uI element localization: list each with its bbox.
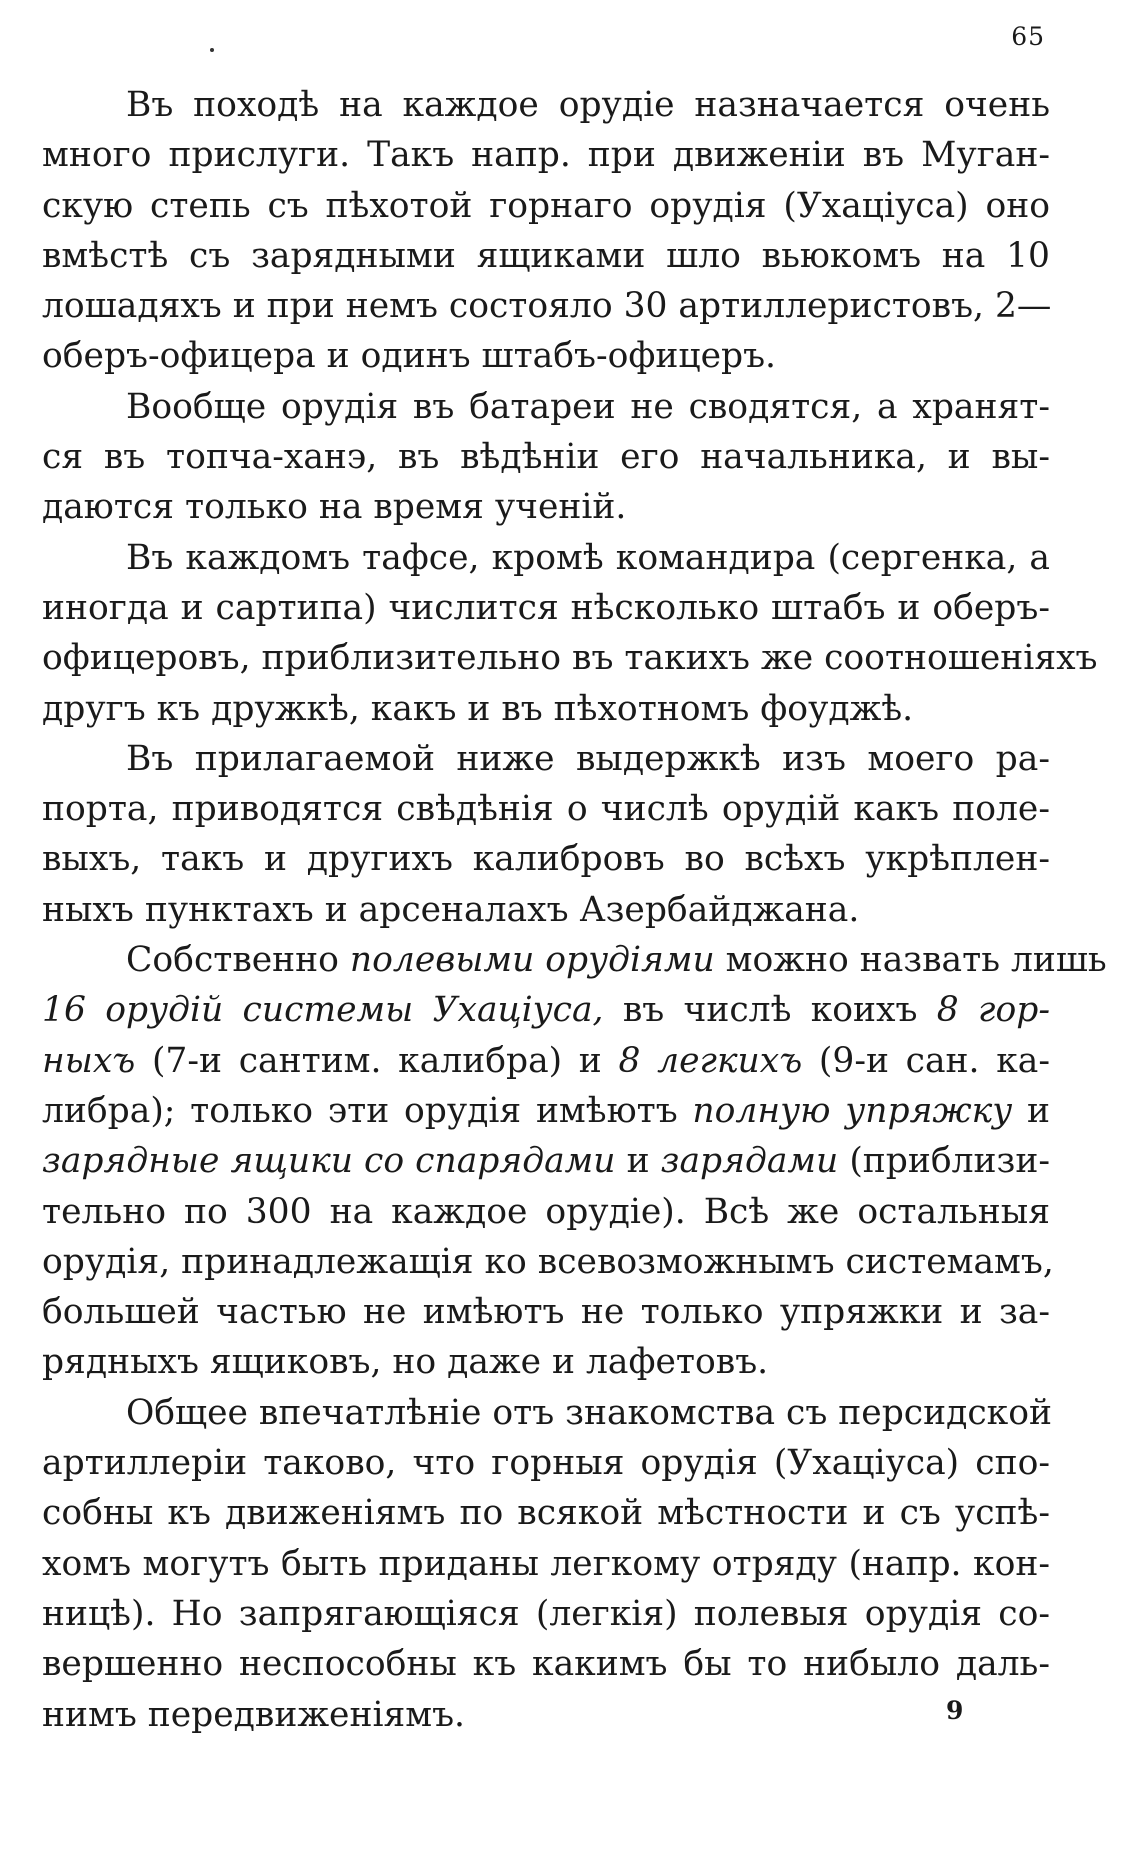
- text-line: нимъ передвиженіямъ.: [42, 1694, 466, 1735]
- text-line: артиллеріи таково, что горныя орудія (Ухаціуса) спо-: [42, 1443, 1050, 1484]
- text-line: ницѣ). Но запрягающіяся (легкія) полевыя орудія со-: [42, 1593, 1050, 1634]
- text-segment: (приблизи-: [838, 1141, 1051, 1182]
- paragraph: [42, 935, 1107, 1388]
- text-line: Вообще орудія въ батареи не сводятся, а хранят-: [126, 386, 1050, 427]
- body-text: [42, 80, 1107, 1740]
- text-line: много прислуги. Такъ напр. при движеніи въ Муган-: [42, 135, 1050, 176]
- text-segment: (9-и сан. ка-: [802, 1040, 1050, 1081]
- paragraph: [42, 80, 1050, 382]
- text-line: [42, 1086, 1050, 1136]
- text-line: оберъ-офицера и одинъ штабъ-офицеръ.: [42, 336, 777, 377]
- paragraph: [42, 533, 1098, 734]
- text-line: Въ каждомъ тафсе, кромѣ командира (сергенка, а: [126, 537, 1050, 578]
- italic-text: 8 легкихъ: [618, 1040, 803, 1081]
- text-segment: и: [1012, 1090, 1051, 1131]
- text-line: [42, 1036, 1050, 1086]
- text-line: иногда и сартипа) числится нѣсколько штабъ и оберъ-: [42, 587, 1050, 628]
- text-line: лошадяхъ и при немъ состояло 30 артиллеристовъ, 2—: [42, 286, 1052, 327]
- italic-text: полевыми орудіями: [349, 940, 715, 981]
- text-line: большей частью не имѣютъ не только упряжки и за-: [42, 1292, 1050, 1333]
- italic-text: ныхъ: [42, 1040, 136, 1081]
- text-segment: можно назвать лишь: [714, 940, 1107, 981]
- signature-mark: 9: [946, 1696, 964, 1725]
- text-line: вмѣстѣ съ зарядными ящиками шло вьюкомъ на 10: [42, 235, 1050, 276]
- text-line: рядныхъ ящиковъ, но даже и лафетовъ.: [42, 1342, 769, 1383]
- text-line: хомъ могутъ быть приданы легкому отряду (напр. кон-: [42, 1543, 1050, 1584]
- text-line: ныхъ пунктахъ и арсеналахъ Азербайджана.: [42, 889, 860, 930]
- text-line: Въ прилагаемой ниже выдержкѣ изъ моего ра-: [126, 738, 1050, 779]
- text-segment: и: [615, 1141, 661, 1182]
- italic-text: полную упряжку: [692, 1090, 1013, 1131]
- text-line: вершенно неспособны къ какимъ бы то нибыло даль-: [42, 1644, 1050, 1685]
- text-line: [42, 935, 1107, 985]
- text-line: выхъ, такъ и другихъ калибровъ во всѣхъ укрѣплен-: [42, 839, 1050, 880]
- text-line: другъ къ дружкѣ, какъ и въ пѣхотномъ фоуджѣ.: [42, 688, 914, 729]
- text-line: Въ походѣ на каждое орудіе назначается очень: [126, 85, 1050, 125]
- text-line: орудія, принадлежащія ко всевозможнымъ системамъ,: [42, 1241, 1054, 1282]
- text-segment: въ числѣ коихъ: [603, 990, 937, 1031]
- italic-text: 8 гор-: [936, 990, 1050, 1031]
- printer-dot-mark: [210, 48, 214, 52]
- text-line: даются только на время ученій.: [42, 487, 627, 528]
- text-segment: Собственно: [126, 940, 350, 981]
- paragraph: [42, 1388, 1050, 1740]
- text-line: Общее впечатлѣніе отъ знакомства съ персидской: [126, 1392, 1052, 1433]
- text-line: ся въ топча-ханэ, въ вѣдѣніи его начальника, и вы-: [42, 437, 1050, 478]
- paragraph: [42, 734, 1050, 935]
- page-number: 65: [1011, 22, 1045, 51]
- italic-text: зарядные ящики со спарядами: [42, 1141, 616, 1182]
- text-line: собны къ движеніямъ по всякой мѣстности и съ успѣ-: [42, 1493, 1050, 1534]
- text-line: [42, 1136, 1050, 1186]
- italic-text: 16 орудій системы Ухаціуса,: [42, 990, 604, 1031]
- text-line: порта, приводятся свѣдѣнія о числѣ орудій какъ поле-: [42, 789, 1050, 830]
- text-segment: либра); только эти орудія имѣютъ: [42, 1090, 693, 1131]
- text-line: скую степь съ пѣхотой горнаго орудія (Ухаціуса) оно: [42, 185, 1050, 226]
- text-line: тельно по 300 на каждое орудіе). Всѣ же остальныя: [42, 1191, 1050, 1232]
- text-line: [42, 985, 1050, 1035]
- paragraph: [42, 382, 1050, 533]
- text-segment: (7-и сантим. калибра) и: [135, 1040, 619, 1081]
- italic-text: зарядами: [660, 1141, 839, 1182]
- text-line: офицеровъ, приблизительно въ такихъ же соотношеніяхъ: [42, 638, 1098, 679]
